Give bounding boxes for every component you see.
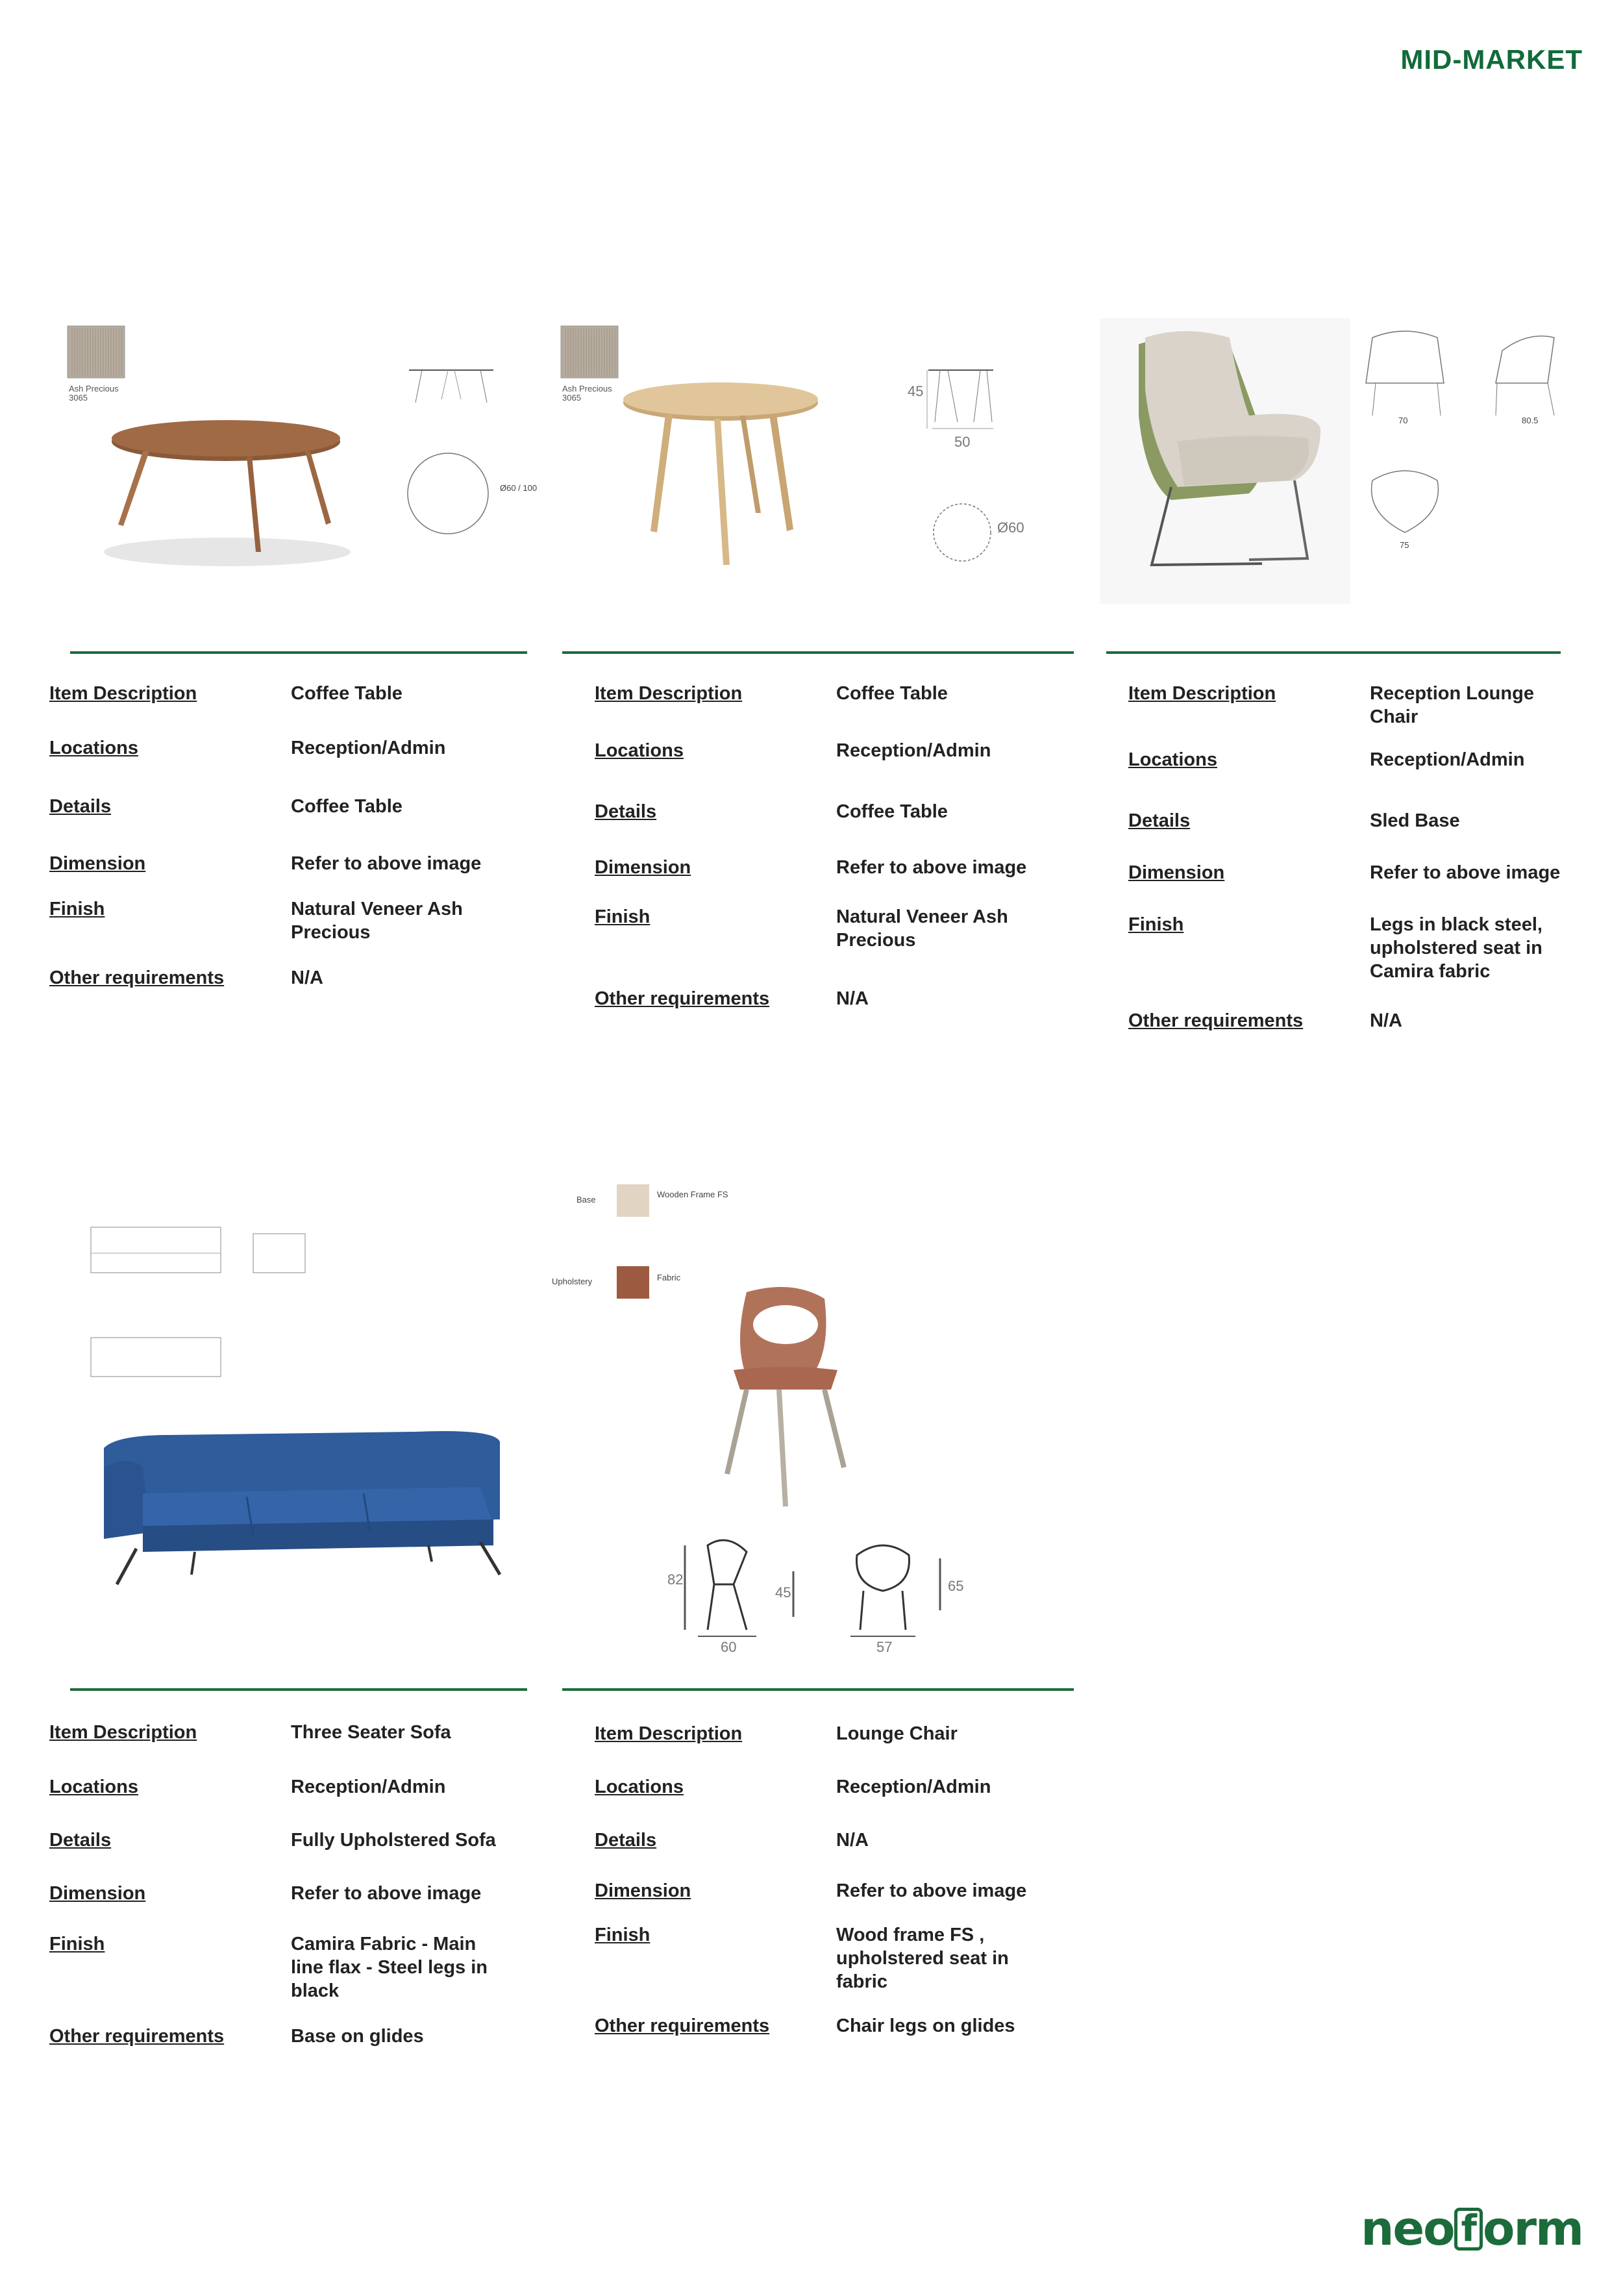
drawing-dimension-label: Ø60 / 100 (500, 483, 538, 493)
swatch-upholstery-caption: Fabric (657, 1273, 681, 1282)
spec-label: Finish (49, 899, 105, 919)
spec-label: Locations (595, 1777, 684, 1797)
spec-label: Finish (1128, 914, 1184, 935)
spec-value: Reception Lounge Chair (1370, 683, 1534, 727)
spec-value: N/A (836, 1830, 869, 1851)
spec-value: Reception/Admin (291, 738, 446, 758)
spec-label: Details (49, 796, 112, 817)
spec-value: Reception/Admin (836, 1777, 991, 1797)
spec-value: Refer to above image (836, 857, 1027, 878)
dimension-seat: 45 (775, 1584, 791, 1601)
spec-label: Details (49, 1830, 112, 1851)
spec-label: Finish (49, 1934, 105, 1954)
spec-label: Item Description (595, 683, 743, 704)
spec-value: Coffee Table (836, 801, 948, 822)
spec-value: Fully Upholstered Sofa (291, 1830, 496, 1851)
spec-value: Lounge Chair (836, 1723, 958, 1744)
neoform-logo (1361, 2201, 1583, 2256)
dimension-width-label: 50 (954, 434, 971, 450)
sofa-illustration (78, 1221, 532, 1623)
spec-value: Refer to above image (291, 1883, 482, 1904)
spec-value: Three Seater Sofa (291, 1722, 451, 1743)
spec-label: Finish (595, 1925, 650, 1945)
spec-label: Dimension (49, 853, 146, 874)
spec-label: Details (595, 1830, 657, 1851)
spec-label: Other requirements (595, 2015, 770, 2036)
spec-label: Item Description (1128, 683, 1276, 704)
spec-label: Locations (1128, 749, 1217, 770)
dimension-depth: 60 (721, 1639, 737, 1655)
spec-label: Other requirements (49, 967, 225, 988)
spec-table-lounge-chair (595, 1722, 1088, 2060)
section-divider (562, 1688, 1074, 1691)
spec-value: Wood frame FS , upholstered seat in fabric (836, 1925, 1009, 1992)
dimension-width-3: 75 (1400, 540, 1409, 550)
dimension-width: 57 (876, 1639, 893, 1655)
section-divider (1106, 651, 1561, 654)
spec-label: Item Description (595, 1723, 743, 1744)
coffee-table-illustration (58, 318, 539, 578)
spec-label: Details (595, 801, 657, 822)
lounge-chair-illustration (552, 1182, 1045, 1649)
logo-text-left: neo (1361, 2201, 1454, 2256)
page-tag: MID-MARKET (1400, 44, 1583, 75)
swatch-base-label: Base (576, 1195, 596, 1204)
spec-value: Base on glides (291, 2026, 424, 2047)
spec-value: Legs in black steel, upholstered seat in Camira fabric (1370, 914, 1542, 982)
swatch-upholstery-label: Upholstery (552, 1277, 593, 1286)
swatch-base-caption: Wooden Frame FS (657, 1190, 728, 1199)
swatch-caption: Ash Precious 3065 (69, 384, 119, 403)
spec-value: Camira Fabric - Main line flax - Steel legs in black (291, 1934, 488, 2001)
spec-value: Sled Base (1370, 810, 1460, 831)
logo-text-mid: f (1454, 2208, 1483, 2251)
spec-table-three-seater-sofa (49, 1721, 543, 2058)
dimension-height: 82 (667, 1571, 684, 1588)
base-swatch (617, 1184, 649, 1217)
product-image-coffee-table-1 (58, 318, 539, 578)
spec-label: Finish (595, 906, 650, 927)
spec-value: Reception/Admin (836, 740, 991, 761)
logo-text-right: orm (1483, 2201, 1583, 2256)
spec-label: Dimension (595, 857, 691, 878)
spec-value: Natural Veneer Ash Precious (291, 899, 463, 943)
dimension-diameter-label: Ø60 (997, 519, 1024, 536)
spec-value: Refer to above image (291, 853, 482, 874)
spec-value: Coffee Table (291, 796, 403, 817)
spec-label: Details (1128, 810, 1191, 831)
spec-label: Dimension (595, 1880, 691, 1901)
product-image-lounge-chair (552, 1182, 1045, 1655)
section-divider (70, 1688, 527, 1691)
dimension-width-2: 80.5 (1522, 416, 1539, 425)
spec-label: Dimension (1128, 862, 1225, 883)
spec-label: Dimension (49, 1883, 146, 1904)
spec-value: Refer to above image (836, 1880, 1027, 1901)
swatch-caption: Ash Precious 3065 (562, 384, 612, 403)
spec-label: Locations (49, 738, 138, 758)
spec-value: Reception/Admin (1370, 749, 1525, 770)
spec-table-coffee-table-1 (49, 682, 543, 1006)
spec-value: Natural Veneer Ash Precious (836, 906, 1008, 951)
spec-label: Item Description (49, 1722, 197, 1743)
spec-label: Other requirements (49, 2026, 225, 2047)
upholstery-swatch (617, 1266, 649, 1299)
spec-label: Item Description (49, 683, 197, 704)
spec-value: Reception/Admin (291, 1777, 446, 1797)
product-image-reception-lounge-chair (1100, 318, 1580, 604)
spec-table-coffee-table-2 (595, 682, 1088, 1019)
spec-label: Other requirements (1128, 1010, 1304, 1031)
dimension-arm: 65 (948, 1578, 964, 1594)
spec-table-reception-lounge-chair (1128, 682, 1609, 1045)
product-image-three-seater-sofa (78, 1221, 532, 1623)
product-image-coffee-table-2 (552, 318, 1045, 578)
spec-value: N/A (291, 967, 323, 988)
spec-label: Other requirements (595, 988, 770, 1009)
spec-label: Locations (49, 1777, 138, 1797)
coffee-table-illustration (552, 318, 1045, 578)
spec-value: Coffee Table (836, 683, 948, 704)
spec-value: N/A (836, 988, 869, 1009)
spec-value: Coffee Table (291, 683, 403, 704)
section-divider (562, 651, 1074, 654)
dimension-width-1: 70 (1398, 416, 1408, 425)
spec-value: Refer to above image (1370, 862, 1561, 883)
lounge-chair-illustration (1100, 318, 1580, 604)
spec-value: Chair legs on glides (836, 2015, 1015, 2036)
dimension-height-label: 45 (908, 383, 924, 399)
section-divider (70, 651, 527, 654)
spec-value: N/A (1370, 1010, 1402, 1031)
spec-label: Locations (595, 740, 684, 761)
